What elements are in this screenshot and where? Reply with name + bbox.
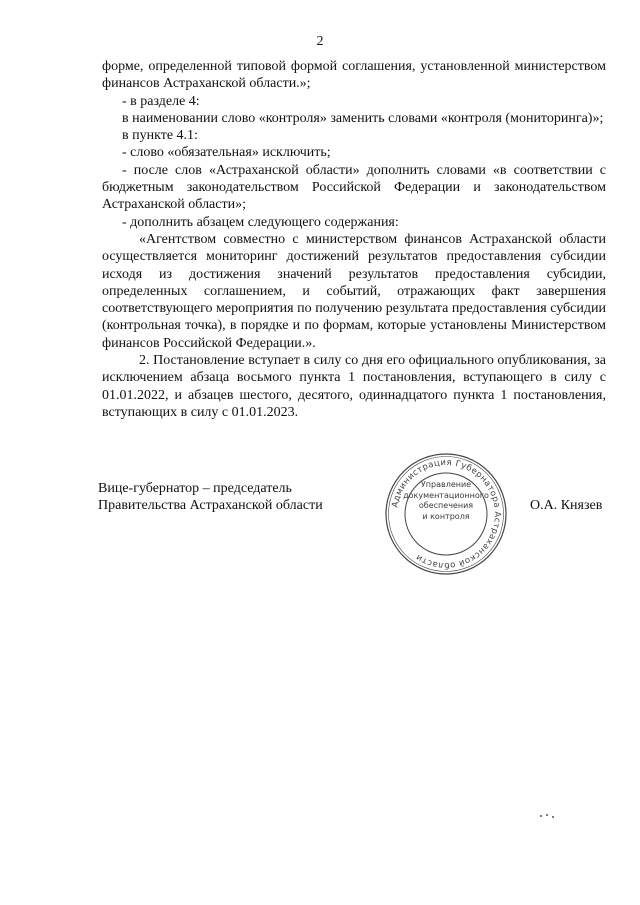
stamp-line: документационного — [403, 490, 489, 500]
scan-specks — [538, 812, 558, 820]
signer-name: О.А. Князев — [530, 498, 603, 513]
paragraph: - после слов «Астраханской области» дополнить словами «в соответствии с бюджетным законодательством Российской Федерации и законодательством Астраханской области»; — [102, 162, 606, 213]
paragraph: в пункте 4.1: — [122, 128, 198, 144]
official-stamp — [384, 452, 508, 576]
signer-title-line: Правительства Астраханской области — [98, 498, 323, 513]
stamp-line: Управление — [420, 480, 472, 489]
paragraph: - в разделе 4: — [122, 93, 200, 109]
page-number: 2 — [316, 34, 324, 49]
stamp-line: и контроля — [422, 511, 470, 521]
stamp-center-text — [384, 480, 508, 522]
stamp-line: обеспечения — [418, 501, 474, 510]
paragraph: форме, определенной типовой формой соглашения, установленной министерством финансов Астраханской области.»; — [102, 59, 606, 92]
paragraph: в наименовании слово «контроля» заменить словами «контроля (мониторинга)»; — [122, 110, 604, 126]
stamp-ring-text: Администрация Губернатора Астраханской области — [390, 457, 503, 571]
paragraph: «Агентством совместно с министерством финансов Астраханской области осуществляется мониторинг достижений результатов предоставления субсидии исходя из достижения значений результатов предоставления субсидии, определенных соглашением, и событий, отражающих факт завершения соответствующего мероприятия по получению результата предоставления субсидии (контрольная точка), в порядке и по формам, которые установлены Министерством финансов Российской Федерации.». — [102, 231, 606, 351]
paragraph: - дополнить абзацем следующего содержания: — [122, 214, 399, 230]
signer-title-line: Вице-губернатор – председатель — [98, 481, 292, 496]
document-body — [102, 58, 606, 421]
signer-title — [98, 480, 378, 514]
paragraph: - слово «обязательная» исключить; — [122, 145, 331, 161]
paragraph: 2. Постановление вступает в силу со дня его официального опубликования, за исключением абзаца восьмого пункта 1 постановления, вступающего в силу с 01.01.2022, и абзацев шестого, десятого, одиннадцатого пункта 1 постановления, вступающих в силу с 01.01.2023. — [102, 353, 606, 420]
